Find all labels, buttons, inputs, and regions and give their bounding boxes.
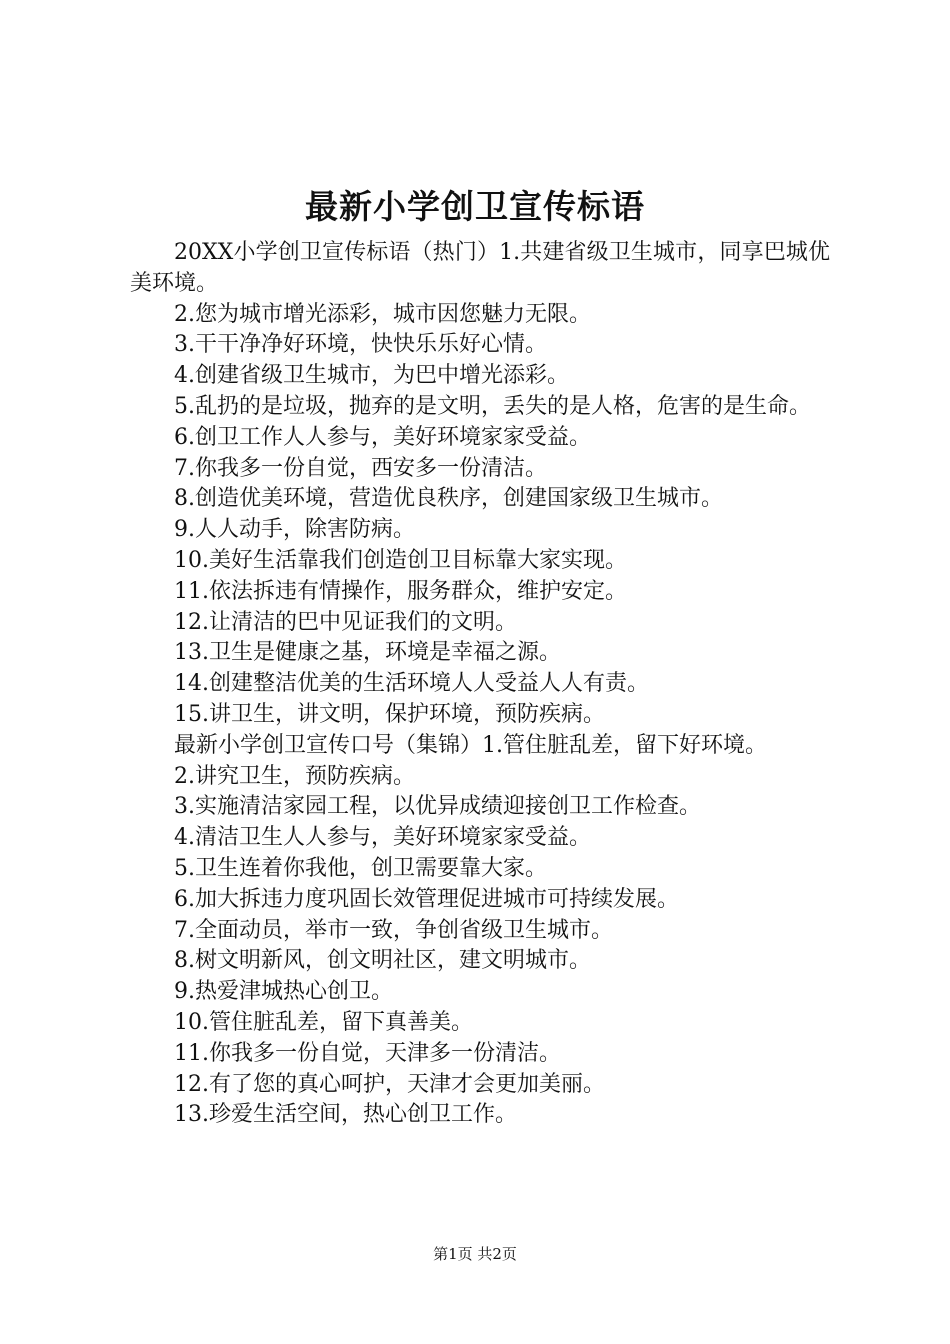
paragraph: 12.有了您的真心呵护，天津才会更加美丽。 xyxy=(174,1071,605,1097)
paragraph: 4.创建省级卫生城市，为巴中增光添彩。 xyxy=(174,363,569,389)
paragraph: 9.热爱津城热心创卫。 xyxy=(174,979,393,1005)
paragraph: 12.让清洁的巴中见证我们的文明。 xyxy=(174,609,517,635)
paragraph: 4.清洁卫生人人参与，美好环境家家受益。 xyxy=(174,825,591,851)
paragraph: 14.创建整洁优美的生活环境人人受益人人有责。 xyxy=(174,671,649,697)
paragraph: 7.你我多一份自觉，西安多一份清洁。 xyxy=(174,455,547,481)
paragraph: 6.创卫工作人人参与，美好环境家家受益。 xyxy=(174,424,591,450)
document-body xyxy=(130,238,830,1131)
paragraph: 11.依法拆违有情操作，服务群众，维护安定。 xyxy=(174,578,627,604)
paragraph: 13.珍爱生活空间，热心创卫工作。 xyxy=(174,1102,517,1128)
page-number-footer: 第1页 共2页 xyxy=(433,1245,517,1263)
paragraph: 最新小学创卫宣传口号（集锦）1.管住脏乱差，留下好环境。 xyxy=(174,732,767,758)
paragraph: 2.讲究卫生，预防疾病。 xyxy=(174,763,415,789)
paragraph: 2.您为城市增光添彩，城市因您魅力无限。 xyxy=(174,301,591,327)
paragraph: 3.干干净净好环境，快快乐乐好心情。 xyxy=(174,332,547,358)
paragraph: 8.树文明新风，创文明社区，建文明城市。 xyxy=(174,948,591,974)
paragraph: 8.创造优美环境，营造优良秩序，创建国家级卫生城市。 xyxy=(174,486,723,512)
document-title: 最新小学创卫宣传标语 xyxy=(305,187,645,226)
paragraph: 13.卫生是健康之基，环境是幸福之源。 xyxy=(174,640,561,666)
paragraph: 3.实施清洁家园工程，以优异成绩迎接创卫工作检查。 xyxy=(174,794,701,820)
paragraph: 5.卫生连着你我他，创卫需要靠大家。 xyxy=(174,855,547,881)
paragraph: 20XX小学创卫宣传标语（热门）1.共建省级卫生城市，同享巴城优美环境。 xyxy=(130,240,830,296)
paragraph: 7.全面动员，举市一致，争创省级卫生城市。 xyxy=(174,917,613,943)
paragraph: 5.乱扔的是垃圾，抛弃的是文明，丢失的是人格，危害的是生命。 xyxy=(174,393,811,419)
paragraph: 6.加大拆违力度巩固长效管理促进城市可持续发展。 xyxy=(174,886,679,912)
paragraph: 15.讲卫生，讲文明，保护环境，预防疾病。 xyxy=(174,701,605,727)
paragraph: 10.美好生活靠我们创造创卫目标靠大家实现。 xyxy=(174,547,627,573)
paragraph: 10.管住脏乱差，留下真善美。 xyxy=(174,1009,473,1035)
paragraph: 9.人人动手，除害防病。 xyxy=(174,517,415,543)
paragraph: 11.你我多一份自觉，天津多一份清洁。 xyxy=(174,1040,561,1066)
